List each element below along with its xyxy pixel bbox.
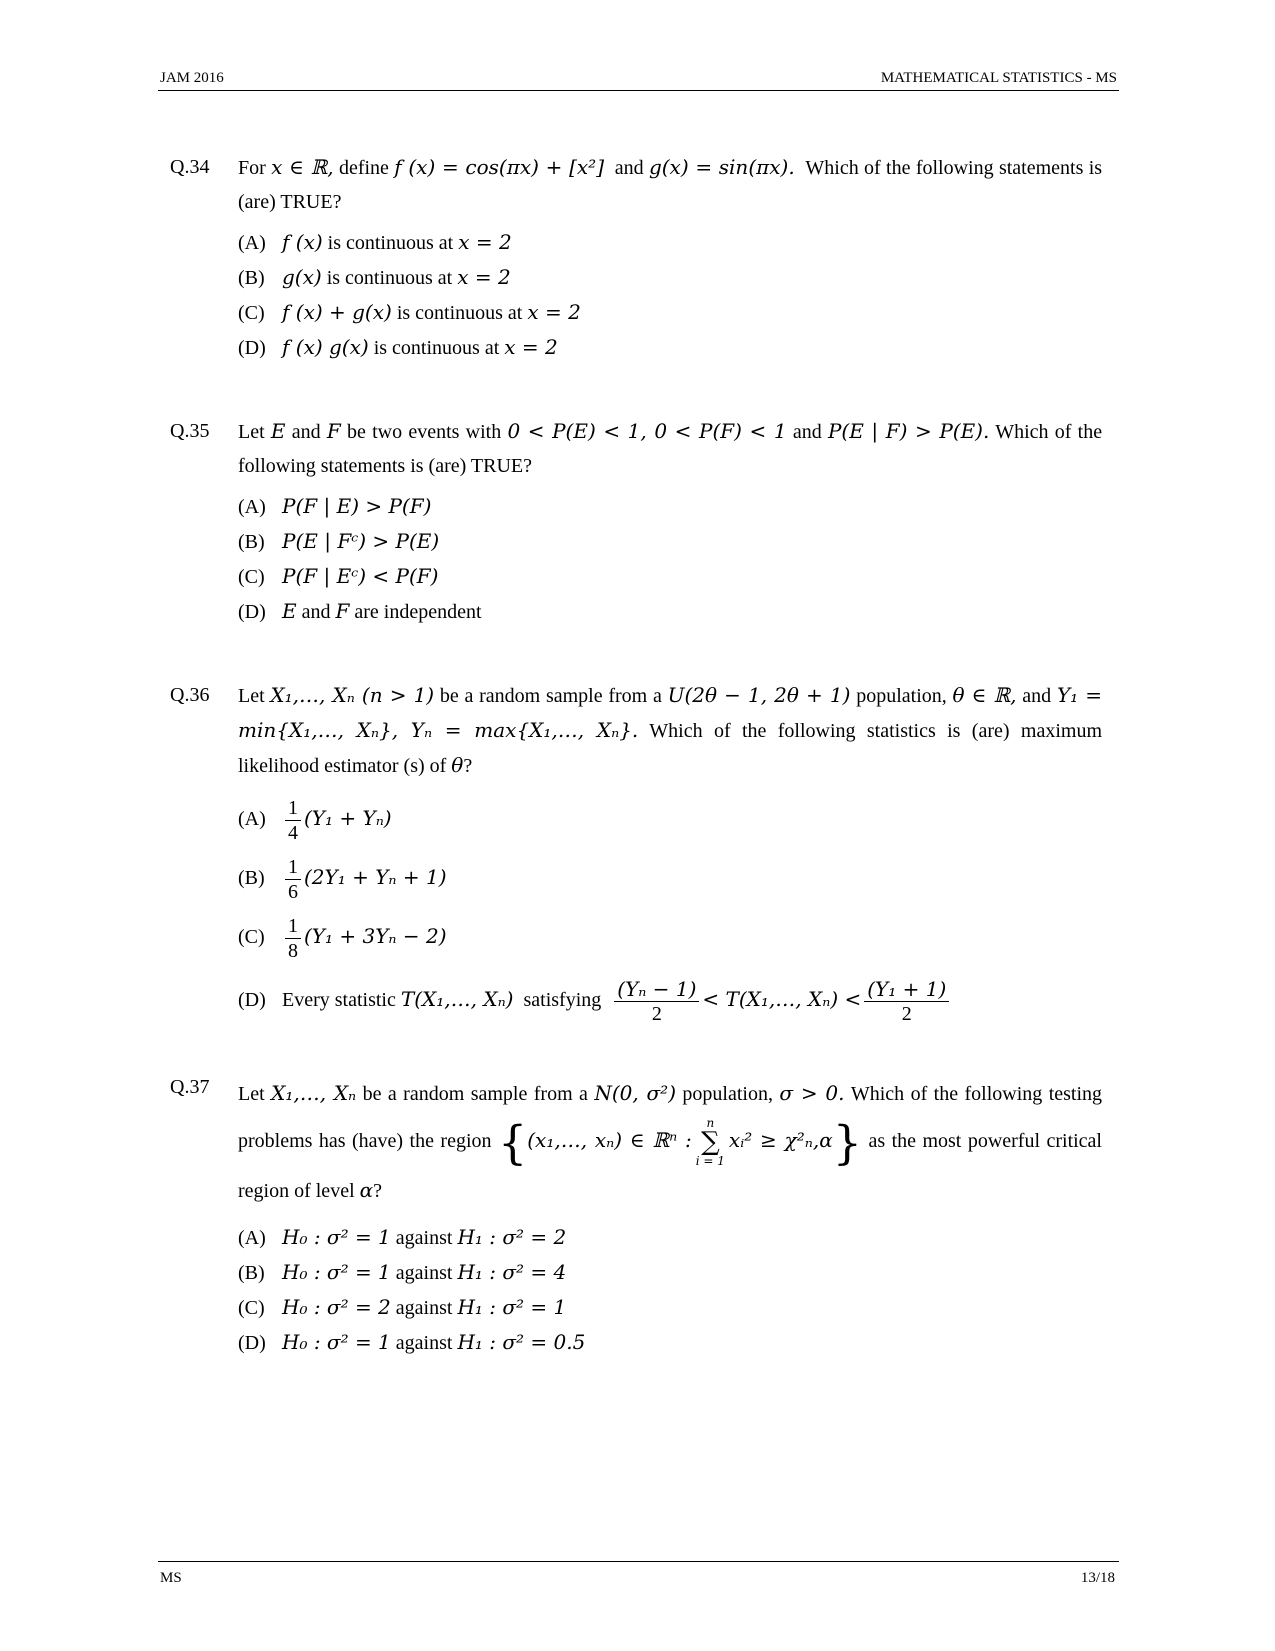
option-b [238, 260, 1102, 295]
stem-text: and [614, 157, 644, 179]
option-d [238, 594, 1102, 629]
option-text: is continuous at [396, 302, 523, 324]
right-brace: } [832, 1115, 863, 1170]
numerator: 1 [285, 796, 301, 821]
option-text: are independent [354, 601, 482, 623]
stem-text: Which of the following statistics is (are) maximum likelihood estimator (s) of [238, 720, 1102, 777]
stem-math: α [359, 1178, 374, 1203]
option-math: H₀ : σ² = 1 [282, 1260, 391, 1285]
option-b [238, 1255, 1102, 1290]
option-math: x = 2 [458, 230, 512, 254]
stem-text: ? [373, 1180, 383, 1203]
option-label: (B) [238, 267, 265, 289]
option-label: (B) [238, 867, 265, 889]
option-label: (C) [238, 302, 265, 324]
option-c [238, 295, 1102, 330]
stem-math: N(0, σ²) [594, 1081, 676, 1105]
option-b [238, 524, 1102, 559]
numerator: 1 [285, 855, 301, 880]
option-label: (D) [238, 601, 266, 623]
header-paper: MATHEMATICAL STATISTICS - MS [880, 70, 1117, 86]
stem-text: Which of the following testing problems has (have) the region [238, 1083, 1103, 1152]
option-text: satisfying [523, 989, 602, 1011]
stem-text: be a random sample from a [439, 685, 662, 707]
denominator: 4 [288, 821, 298, 844]
stem-text: Let [238, 685, 265, 707]
option-text: Every statistic [282, 989, 396, 1011]
numerator: 1 [285, 914, 301, 939]
option-label: (D) [238, 1332, 266, 1355]
question-stem [238, 1070, 1102, 1214]
stem-text: as the most powerful critical region of level [238, 1130, 1102, 1203]
stem-text: be two events with [346, 421, 502, 443]
option-math: g(x) [282, 265, 322, 289]
option-label: (C) [238, 1297, 265, 1320]
option-d [238, 1325, 1102, 1360]
stem-math: g(x) = sin(πx). [648, 155, 795, 179]
stem-math: X₁,…, Xₙ (n > 1) [270, 683, 435, 707]
stem-text: Let [238, 421, 265, 443]
stem-math: Y₁ = min{X₁,…, Xₙ}, Yₙ = max{X₁,…, Xₙ}. [238, 683, 1103, 742]
option-label: (D) [238, 337, 266, 359]
denominator: 8 [288, 939, 298, 962]
stem-text: and [1022, 685, 1052, 707]
option-text: against [395, 1297, 453, 1320]
stem-text: define [338, 157, 389, 179]
stem-text: and [291, 421, 321, 443]
option-math: x = 2 [527, 300, 581, 324]
region-math: xᵢ² ≥ χ²ₙ,α [728, 1128, 833, 1152]
option-text: is continuous at [327, 232, 454, 254]
option-math: x = 2 [504, 335, 558, 359]
page-number: 13/18 [1080, 1570, 1115, 1586]
option-d [238, 970, 1102, 1029]
stem-math: θ ∈ ℝ, [952, 683, 1017, 707]
option-math: P(E | Fᶜ) > P(E) [282, 529, 440, 553]
stem-math: σ > 0. [779, 1081, 845, 1105]
option-label: (A) [238, 808, 266, 830]
critical-region [497, 1115, 863, 1170]
option-d [238, 330, 1102, 365]
option-label: (B) [238, 531, 265, 553]
header-exam: JAM 2016 [160, 70, 224, 86]
option-math: H₁ : σ² = 1 [457, 1295, 567, 1320]
option-math: H₁ : σ² = 4 [457, 1260, 567, 1285]
question-stem [238, 678, 1102, 783]
sum-lower: i = 1 [695, 1154, 725, 1169]
option-a [238, 789, 1102, 848]
question-number: Q.34 [170, 156, 210, 178]
stem-text: Which of the following statements is (are) TRUE? [238, 421, 1103, 477]
stem-text: For [238, 157, 266, 179]
stem-math: 0 < P(E) < 1, 0 < P(F) < 1 [507, 419, 787, 443]
question-number: Q.37 [170, 1076, 210, 1098]
stem-math: F [326, 419, 341, 443]
option-math: f (x) [282, 230, 323, 254]
footer-code: MS [160, 1570, 182, 1586]
stem-math: θ [451, 753, 464, 777]
page-footer [158, 1561, 1119, 1586]
option-c [238, 1290, 1102, 1325]
option-label: (C) [238, 566, 265, 588]
question-stem [238, 414, 1102, 483]
region-math: (x₁,…, xₙ) ∈ ℝⁿ : [527, 1128, 692, 1152]
option-text: against [395, 1227, 453, 1250]
stem-text: and [792, 421, 822, 443]
option-c [238, 559, 1102, 594]
option-math: H₁ : σ² = 2 [457, 1225, 567, 1250]
option-math: H₀ : σ² = 1 [282, 1225, 391, 1250]
option-math: H₀ : σ² = 2 [282, 1295, 391, 1320]
option-text: against [395, 1332, 453, 1355]
option-b [238, 848, 1102, 907]
option-text: and [301, 601, 331, 623]
option-text: is continuous at [326, 267, 453, 289]
stem-text: Let [238, 1083, 265, 1105]
question-stem [238, 150, 1102, 219]
question-number: Q.36 [170, 684, 210, 706]
sum-sign: ∑ [701, 1127, 720, 1158]
option-a [238, 225, 1102, 260]
option-math: (Y₁ + Yₙ) [304, 806, 392, 830]
stem-text: population, [682, 1083, 773, 1105]
sum-upper: n [706, 1116, 715, 1131]
option-text: is continuous at [373, 337, 500, 359]
option-math: H₁ : σ² = 0.5 [457, 1330, 586, 1355]
stem-math: E [270, 419, 286, 443]
page-header [158, 62, 1119, 91]
option-math: < T(X₁,…, Xₙ) < [702, 987, 862, 1011]
option-math: x = 2 [457, 265, 511, 289]
fraction [864, 977, 949, 1026]
option-math: F [335, 599, 350, 623]
stem-text: ? [463, 755, 473, 777]
option-math: P(F | E) > P(F) [282, 494, 432, 518]
left-brace: { [497, 1115, 528, 1170]
option-math: (Y₁ + 3Yₙ − 2) [304, 924, 447, 948]
stem-text: Which of the following statements is (are) TRUE? [238, 157, 1103, 213]
option-math: H₀ : σ² = 1 [282, 1330, 391, 1355]
summation [696, 1117, 725, 1167]
option-a [238, 1220, 1102, 1255]
stem-math: X₁,…, Xₙ [271, 1081, 357, 1105]
denominator: 2 [901, 1002, 912, 1025]
option-label: (A) [238, 232, 266, 254]
fraction [285, 855, 301, 904]
option-a [238, 489, 1102, 524]
denominator: 6 [288, 880, 298, 903]
fraction [285, 914, 301, 963]
option-label: (D) [238, 989, 266, 1011]
option-label: (A) [238, 1227, 266, 1250]
option-c [238, 907, 1102, 966]
option-math: E [282, 599, 297, 623]
numerator: (Y₁ + 1) [864, 977, 949, 1002]
stem-math: P(E | F) > P(E). [827, 419, 990, 443]
option-text: against [395, 1262, 453, 1285]
option-math: f (x) + g(x) [282, 300, 392, 324]
fraction [285, 796, 301, 845]
question-number: Q.35 [170, 420, 210, 442]
stem-text: be a random sample from a [362, 1083, 588, 1105]
stem-text: population, [856, 685, 947, 707]
numerator: (Yₙ − 1) [614, 977, 699, 1002]
stem-math: U(2θ − 1, 2θ + 1) [667, 683, 851, 707]
stem-math: f (x) = cos(πx) + [x²] [394, 155, 605, 179]
stem-math: x ∈ ℝ, [271, 155, 334, 179]
option-math: (2Y₁ + Yₙ + 1) [304, 865, 447, 889]
option-math: T(X₁,…, Xₙ) [400, 987, 514, 1011]
option-math: f (x) g(x) [282, 335, 369, 359]
denominator: 2 [651, 1002, 662, 1025]
option-math: P(F | Eᶜ) < P(F) [282, 564, 439, 588]
fraction [614, 977, 699, 1026]
option-label: (A) [238, 496, 266, 518]
option-label: (C) [238, 926, 265, 948]
option-label: (B) [238, 1262, 265, 1285]
